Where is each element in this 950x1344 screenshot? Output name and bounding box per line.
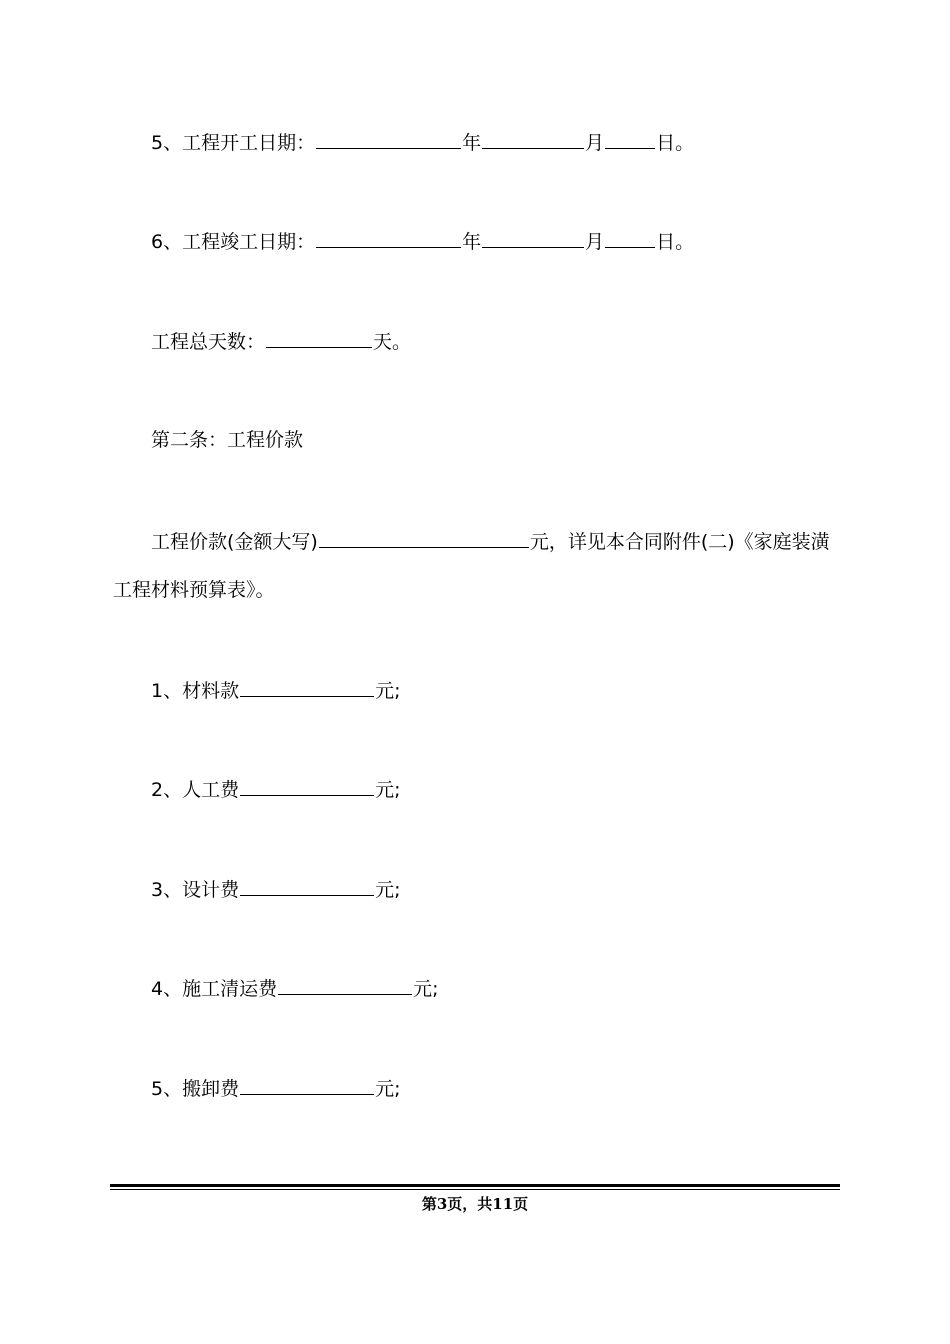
item-unit: 元; (375, 1078, 401, 1100)
item-unit: 元; (413, 978, 439, 1000)
start-date-label: 5、工程开工日期： (151, 132, 316, 154)
end-date-label: 6、工程竣工日期： (151, 231, 316, 253)
price-line (151, 529, 830, 554)
item-label: 4、施工清运费 (151, 978, 278, 1000)
total-days-line (151, 329, 411, 354)
price-label: 工程价款(金额大写) (151, 531, 318, 553)
item-label: 1、材料款 (151, 680, 240, 702)
day-label: 日。 (656, 132, 695, 154)
item-amount-blank[interactable] (278, 976, 412, 995)
total-days-blank[interactable] (266, 329, 372, 348)
page-number: 第3页，共11页 (421, 1195, 529, 1213)
start-month-blank[interactable] (482, 130, 584, 149)
end-month-blank[interactable] (482, 229, 584, 248)
end-day-blank[interactable] (605, 229, 655, 248)
article2-heading: 第二条：工程价款 (151, 429, 304, 451)
total-days-label: 工程总天数： (151, 331, 266, 353)
item-label: 3、设计费 (151, 879, 240, 901)
item-label: 5、搬卸费 (151, 1078, 240, 1100)
day-label: 日。 (656, 231, 695, 253)
start-date-line (151, 130, 694, 155)
month-label: 月 (585, 132, 605, 154)
footer-rule-thin (110, 1189, 840, 1190)
item-label: 2、人工费 (151, 779, 240, 801)
item-line-design (151, 877, 401, 902)
item-line-materials (151, 678, 401, 703)
item-unit: 元; (375, 680, 401, 702)
item-amount-blank[interactable] (240, 1076, 374, 1095)
start-day-blank[interactable] (605, 130, 655, 149)
days-unit: 天。 (373, 331, 412, 353)
item-unit: 元; (375, 779, 401, 801)
start-year-blank[interactable] (316, 130, 461, 149)
item-amount-blank[interactable] (240, 678, 374, 697)
month-label: 月 (585, 231, 605, 253)
item-line-moving (151, 1076, 401, 1101)
item-amount-blank[interactable] (240, 877, 374, 896)
end-date-line (151, 229, 694, 254)
item-line-labor (151, 777, 401, 802)
price-continuation: 工程材料预算表》。 (113, 579, 275, 601)
footer-rule-thick (110, 1184, 840, 1187)
price-amount-blank[interactable] (319, 529, 529, 548)
year-label: 年 (462, 231, 482, 253)
item-line-cleanup (151, 976, 439, 1001)
item-amount-blank[interactable] (240, 777, 374, 796)
item-unit: 元; (375, 879, 401, 901)
year-label: 年 (462, 132, 482, 154)
price-rest: 元，详见本合同附件(二)《家庭装潢 (529, 531, 830, 553)
end-year-blank[interactable] (316, 229, 461, 248)
